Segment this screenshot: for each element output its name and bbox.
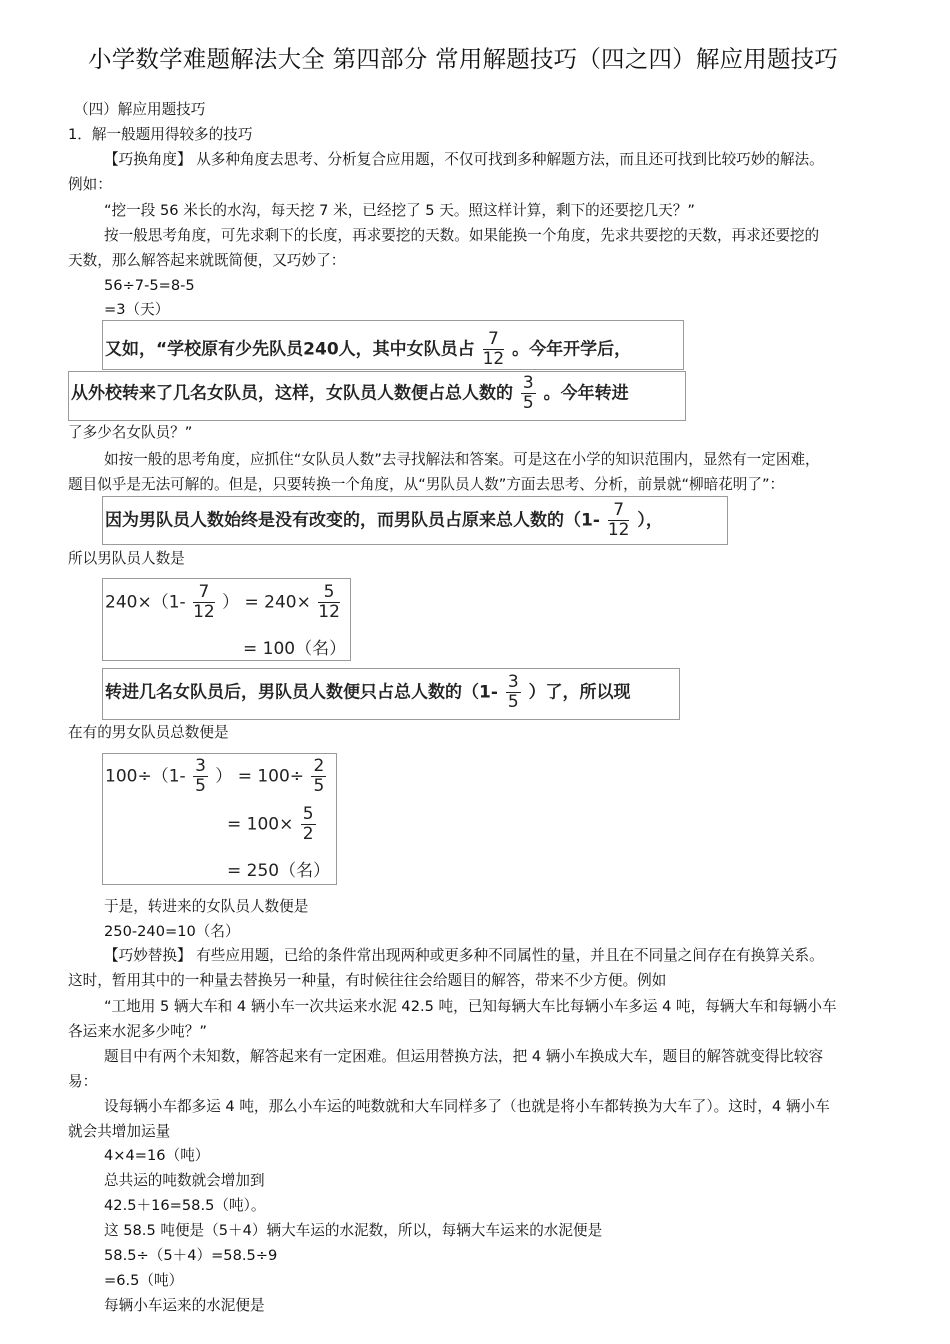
section-heading: （四）解应用题技巧 xyxy=(74,101,206,118)
paragraph-line: 每辆小车运来的水泥便是 xyxy=(104,1297,265,1314)
paragraph-line: 这时，暂用其中的一种量去替换另一种量，有时候往往会给题目的解答，带来不少方便。例如 xyxy=(68,972,667,989)
equation-line: 58.5÷（5＋4）=58.5÷9 xyxy=(104,1247,278,1264)
quote-line: 各运来水泥多少吨？” xyxy=(68,1023,207,1040)
equation-line: 56÷7-5=8-5 xyxy=(104,277,195,294)
scanned-text-box-3 xyxy=(102,496,728,545)
paragraph-line: 如按一般的思考角度，应抓住“女队员人数”去寻找解法和答案。可是这在小学的知识范围内，显然有一定困难， xyxy=(104,451,820,468)
equation-line: =6.5（吨） xyxy=(104,1272,184,1289)
box-text: 转进几名女队员后，男队员人数便只占总人数的（1- xyxy=(105,682,498,703)
box-text: 。今年转进 xyxy=(543,383,629,404)
paragraph-line: 例如： xyxy=(68,176,112,193)
scanned-text-box-5 xyxy=(102,668,680,720)
equation-line: 250-240=10（名） xyxy=(104,923,240,940)
paragraph-line: 这 58.5 吨便是（5＋4）辆大车运的水泥数，所以，每辆大车运来的水泥便是 xyxy=(104,1222,603,1239)
paragraph-line: 于是，转进来的女队员人数便是 xyxy=(104,898,309,915)
equation-line: 42.5＋16=58.5（吨）。 xyxy=(104,1197,266,1214)
scanned-text-box-2 xyxy=(68,371,686,421)
equation-box-2: 100÷（1- $\frac{3}{5}$ ） = 100÷ $\frac{2}{5}$ = 100× $\frac{5}{2}$ = 250（名） xyxy=(102,753,337,885)
fraction: $\frac{7}{12}$ xyxy=(607,500,630,540)
subsection-heading: 1．解一般题用得较多的技巧 xyxy=(68,126,253,143)
paragraph-line: 就会共增加运量 xyxy=(68,1123,171,1140)
paragraph-line: 设每辆小车都多运 4 吨，那么小车运的吨数就和大车同样多了（也就是将小车都转换为大车了）。这时，4 辆小车 xyxy=(104,1098,830,1115)
box-text: ）， xyxy=(637,510,663,531)
box-text: 因为男队员人数始终是没有改变的，而男队员占原来总人数的（1- xyxy=(105,510,600,531)
paragraph-line: 题目似乎是无法可解的。但是，只要转换一个角度，从“男队员人数”方面去思考、分析，前景就“柳暗花明了”： xyxy=(68,476,785,493)
quote-line: “挖一段 56 米长的水沟，每天挖 7 米，已经挖了 5 天。照这样计算，剩下的还要挖几天？” xyxy=(104,202,695,219)
page-title: 小学数学难题解法大全 第四部分 常用解题技巧（四之四）解应用题技巧 xyxy=(88,45,839,73)
equation-box-1: 240×（1- $\frac{7}{12}$ ） = 240× $\frac{5}{12}$ = 100（名） xyxy=(102,578,351,661)
equation-line: 4×4=16（吨） xyxy=(104,1147,210,1164)
fraction: $\frac{2}{5}$ xyxy=(313,756,325,796)
paragraph-line: 天数，那么解答起来就既简便，又巧妙了： xyxy=(68,252,346,269)
paragraph-line: 题目中有两个未知数，解答起来有一定困难。但运用替换方法，把 4 辆小车换成大车，题目的解答就变得比较容 xyxy=(104,1048,824,1065)
box-text: 从外校转来了几名女队员，这样，女队员人数便占总人数的 xyxy=(71,383,513,404)
fraction: $\frac{3}{5}$ xyxy=(195,756,206,796)
fraction: $\frac{7}{12}$ xyxy=(482,329,505,369)
quote-line: “工地用 5 辆大车和 4 辆小车一次共运来水泥 42.5 吨，已知每辆大车比每辆小车多运 4 吨，每辆大车和每辆小车 xyxy=(104,998,837,1015)
paragraph-line: 了多少名女队员？” xyxy=(68,424,193,441)
paragraph-line: 总共运的吨数就会增加到 xyxy=(104,1172,265,1189)
fraction: $\frac{3}{5}$ xyxy=(522,373,534,413)
fraction: $\frac{5}{2}$ xyxy=(302,804,314,844)
box-text: 。今年开学后， xyxy=(512,339,632,360)
paragraph-line: 在有的男女队员总数便是 xyxy=(68,724,229,741)
equation-line: =3（天） xyxy=(104,301,170,318)
paragraph-line: 易： xyxy=(68,1073,98,1090)
paragraph-line: 【巧换角度】 从多种角度去思考、分析复合应用题，不仅可找到多种解题方法，而且还可找到比较巧妙的解法。 xyxy=(104,151,824,168)
box-text: ）了，所以现 xyxy=(528,682,631,703)
paragraph-line: 【巧妙替换】 有些应用题，已给的条件常出现两种或更多种不同属性的量，并且在不同量之间存在有换算关系。 xyxy=(104,947,824,964)
paragraph-line: 按一般思考角度，可先求剩下的长度，再求要挖的天数。如果能换一个角度，先求共要挖的天数，再求还要挖的 xyxy=(104,227,820,244)
fraction: $\frac{5}{12}$ xyxy=(318,582,340,622)
box-text: 又如，“学校原有少先队员240人，其中女队员占 xyxy=(105,339,475,360)
fraction: $\frac{7}{12}$ xyxy=(193,582,215,622)
scanned-text-box-1 xyxy=(102,320,684,370)
fraction: $\frac{3}{5}$ xyxy=(507,672,519,712)
paragraph-line: 所以男队员人数是 xyxy=(68,550,185,567)
